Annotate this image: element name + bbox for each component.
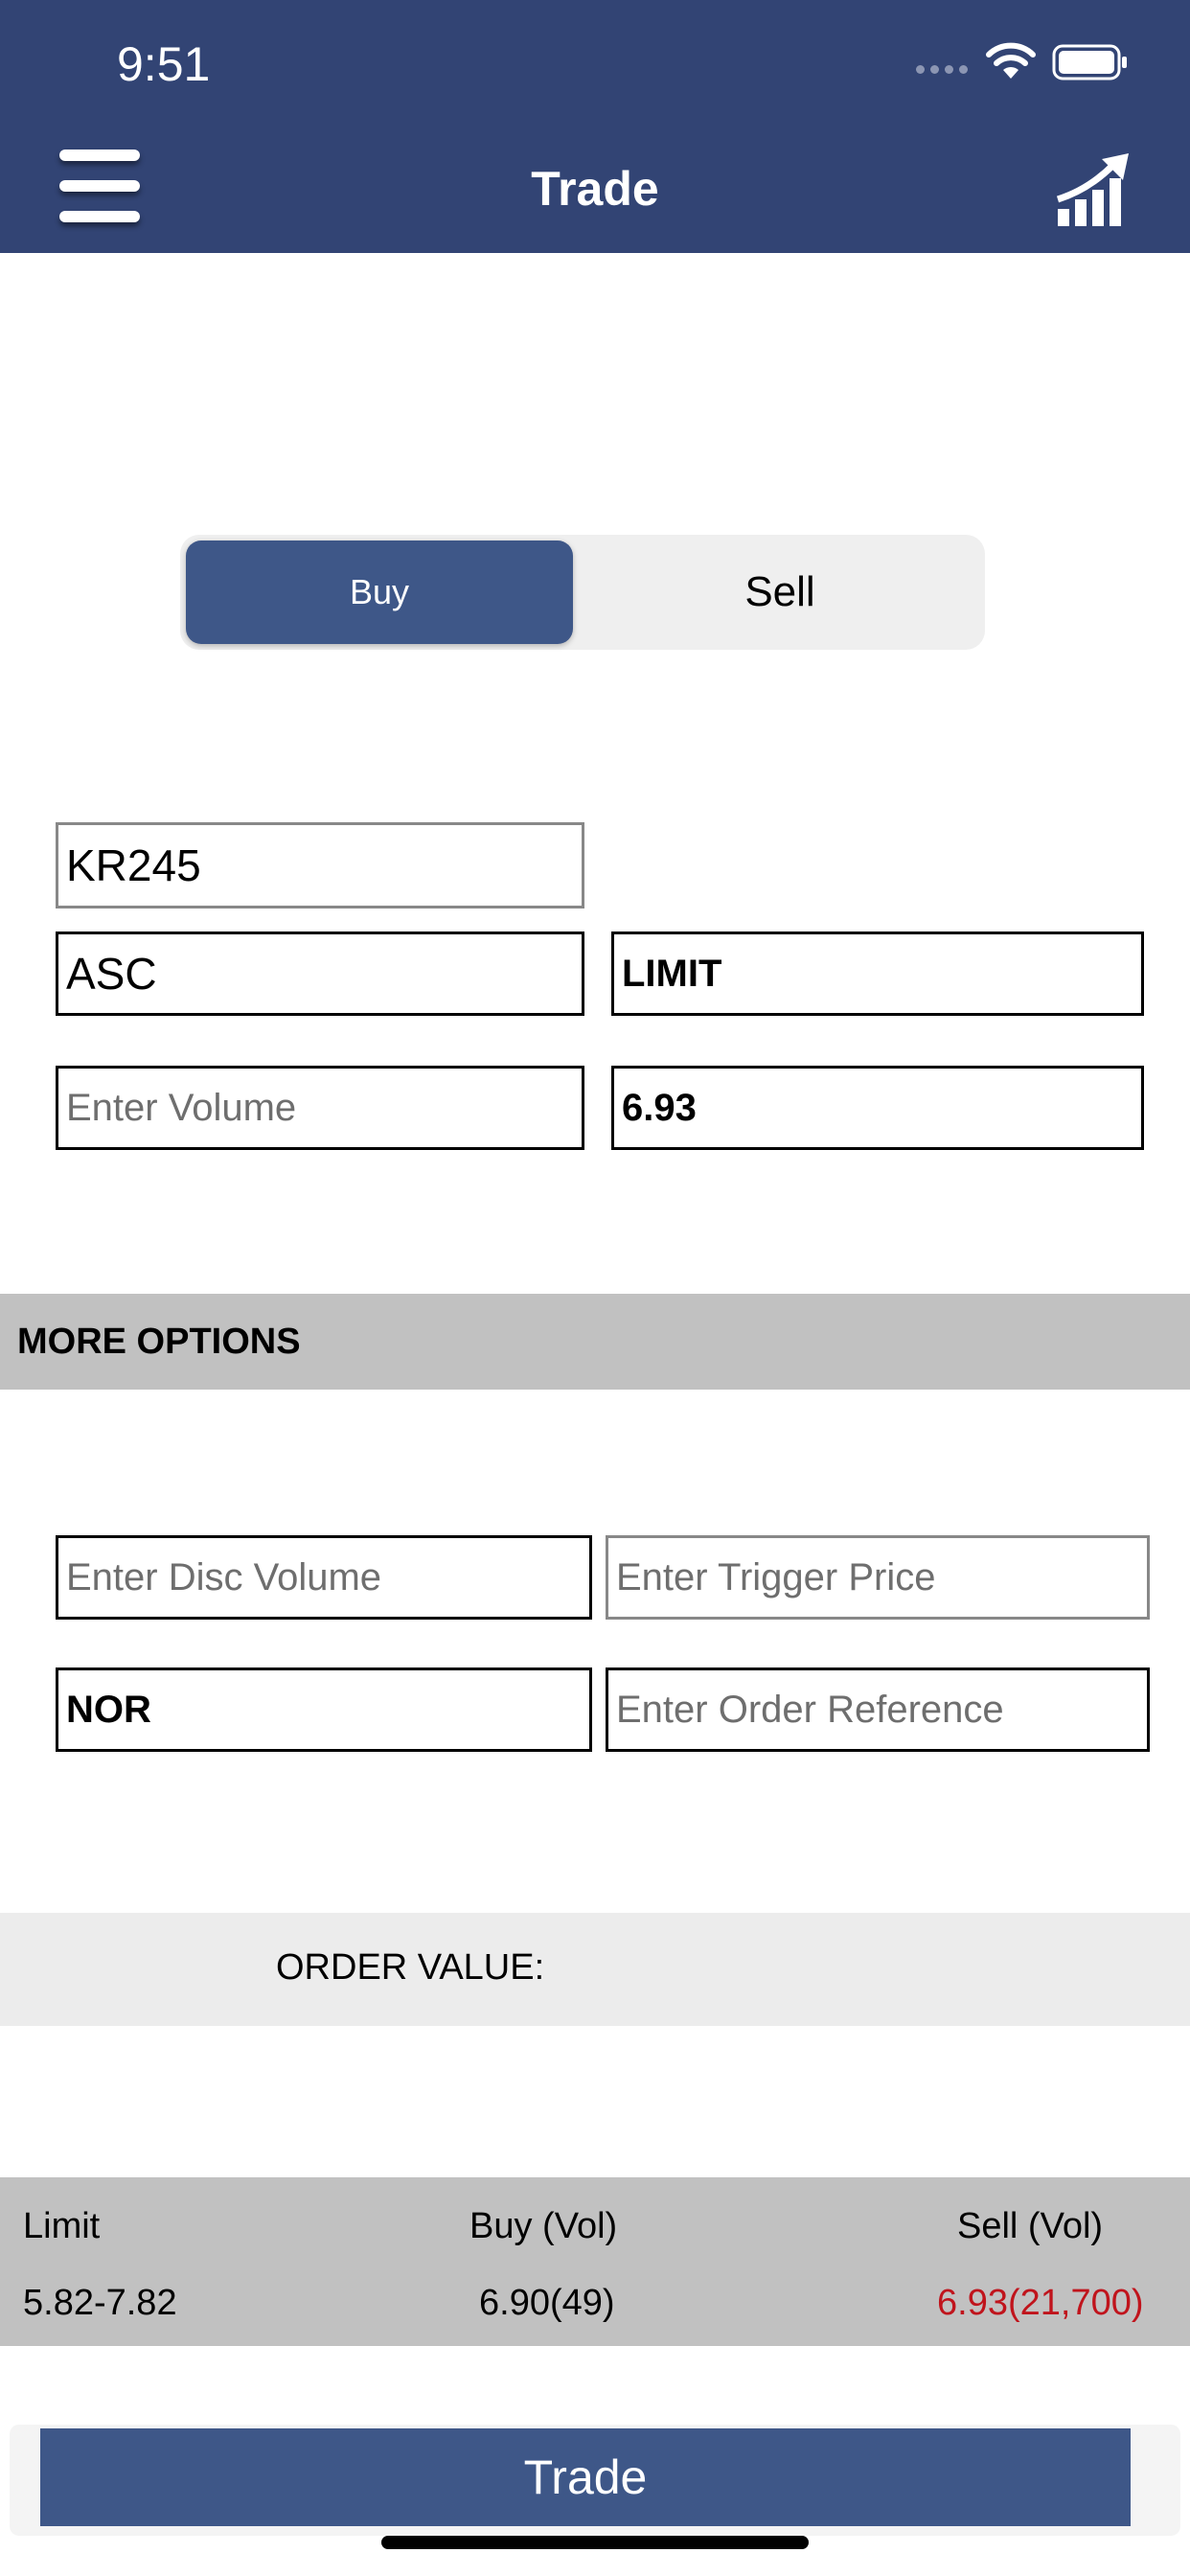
battery-icon: [1052, 44, 1129, 80]
trade-button[interactable]: Trade: [40, 2428, 1131, 2526]
buy-vol-header: Buy (Vol): [469, 2206, 618, 2246]
home-indicator[interactable]: [381, 2536, 809, 2549]
buy-tab[interactable]: Buy: [186, 540, 573, 644]
wifi-icon: [985, 42, 1037, 80]
page-title: Trade: [531, 162, 659, 216]
order-value-bar: [0, 1913, 1190, 2026]
order-reference-input[interactable]: Enter Order Reference: [606, 1668, 1150, 1752]
trigger-price-input[interactable]: Enter Trigger Price: [606, 1535, 1150, 1620]
price-input[interactable]: 6.93: [611, 1066, 1144, 1150]
board-select[interactable]: ASC: [56, 932, 584, 1016]
sell-vol-value: 6.93(21,700): [937, 2283, 1144, 2323]
more-options-header[interactable]: MORE OPTIONS: [0, 1294, 1190, 1390]
order-type-select[interactable]: LIMIT: [611, 932, 1144, 1016]
limit-value: 5.82-7.82: [23, 2283, 177, 2323]
rising-chart-icon[interactable]: [1054, 151, 1134, 228]
symbol-field[interactable]: KR245: [56, 822, 584, 908]
sell-vol-header: Sell (Vol): [957, 2206, 1104, 2246]
buy-vol-value: 6.90(49): [479, 2283, 615, 2323]
volume-input[interactable]: Enter Volume: [56, 1066, 584, 1150]
disc-volume-input[interactable]: Enter Disc Volume: [56, 1535, 592, 1620]
status-time: 9:51: [117, 37, 211, 91]
order-value-label: ORDER VALUE:: [276, 1947, 545, 1988]
cellular-signal-icon: [916, 65, 968, 74]
sell-tab[interactable]: Sell: [744, 568, 815, 615]
validity-select[interactable]: NOR: [56, 1668, 592, 1752]
limit-header: Limit: [23, 2206, 101, 2246]
